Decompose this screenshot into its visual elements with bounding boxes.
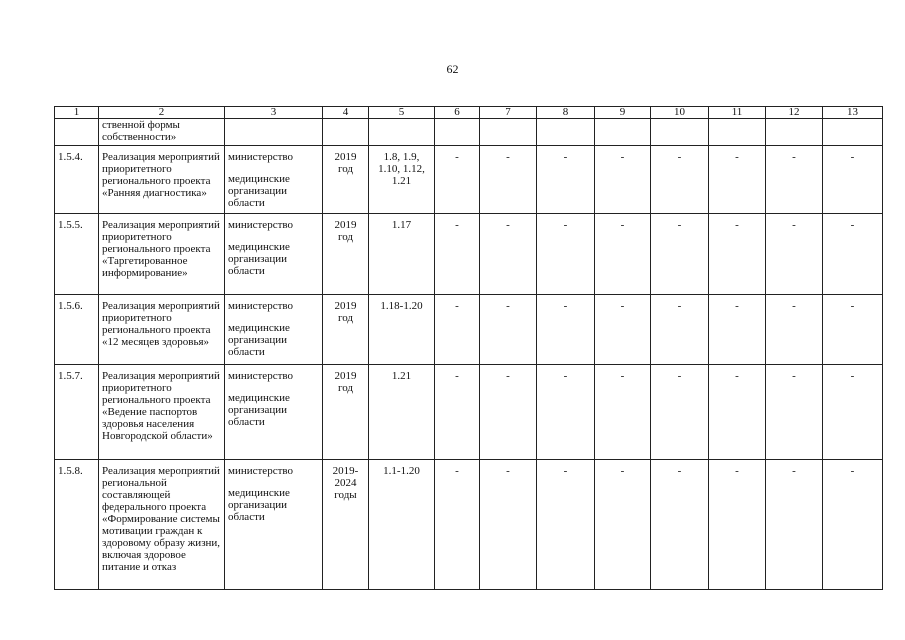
org-primary: министерство xyxy=(228,151,294,163)
header-cell: 8 xyxy=(537,107,595,119)
header-cell: 1 xyxy=(55,107,99,119)
page-number: 62 xyxy=(446,62,459,76)
cell-col: - xyxy=(709,146,766,214)
table-row xyxy=(55,146,883,214)
cell-indicators xyxy=(369,460,435,590)
cell-year: 2019 год xyxy=(323,365,369,460)
cell-name: Реализация мероприятий приоритетного регионального проекта «Ранняя диагностика» xyxy=(99,146,225,214)
cell-col: - xyxy=(537,146,595,214)
header-cell: 2 xyxy=(99,107,225,119)
cell-col: - xyxy=(595,295,651,365)
header-cell: 13 xyxy=(823,107,883,119)
cell-col: - xyxy=(766,214,823,295)
cell-col: - xyxy=(709,460,766,590)
cell-col: - xyxy=(537,295,595,365)
org-secondary: медицинские организации области xyxy=(228,322,290,358)
cell-name: Реализация мероприятий приоритетного регионального проекта «Таргетированное информирование» xyxy=(99,214,225,295)
cell-col: - xyxy=(766,365,823,460)
cell-col: - xyxy=(766,146,823,214)
cell-name: ственной формы собственности» xyxy=(99,119,225,146)
cell-col: - xyxy=(823,214,883,295)
cell-col: - xyxy=(823,365,883,460)
cell-col: - xyxy=(435,295,480,365)
cell-col: - xyxy=(709,365,766,460)
header-cell: 10 xyxy=(651,107,709,119)
cell-col: - xyxy=(435,214,480,295)
header-cell: 5 xyxy=(369,107,435,119)
header-cell: 7 xyxy=(480,107,537,119)
cell-col: - xyxy=(823,460,883,590)
header-cell: 6 xyxy=(435,107,480,119)
org-primary: министерство xyxy=(228,370,294,382)
table-row xyxy=(55,460,883,590)
cell-col: - xyxy=(480,146,537,214)
org-secondary: медицинские организации области xyxy=(228,392,290,428)
cell-col: - xyxy=(595,365,651,460)
cell-org xyxy=(225,214,323,295)
cell-col: - xyxy=(435,365,480,460)
table-header-row xyxy=(55,107,883,119)
cell-org xyxy=(225,146,323,214)
cell-col: - xyxy=(651,146,709,214)
cell-name: Реализация мероприятий региональной составляющей федерального проекта «Формирование системы мотивации граждан к здоровому образу жизни, включая здоровое питание и отказ xyxy=(99,460,225,590)
cell-indicators xyxy=(369,295,435,365)
org-secondary: медицинские организации области xyxy=(228,487,290,523)
indicators-text: 1.1-1.20 xyxy=(383,465,420,477)
cell-name: Реализация мероприятий приоритетного регионального проекта «12 месяцев здоровья» xyxy=(99,295,225,365)
cell-year xyxy=(323,119,369,146)
indicators-text: 1.8, 1.9, 1.10, 1.12, 1.21 xyxy=(378,151,425,187)
indicators-text: 1.21 xyxy=(391,370,412,382)
cell-col: - xyxy=(537,214,595,295)
cell-col: - xyxy=(823,146,883,214)
cell-col: - xyxy=(651,214,709,295)
cell-col: - xyxy=(435,146,480,214)
cell-num: 1.5.5. xyxy=(55,214,99,295)
cell-org xyxy=(225,295,323,365)
cell-year: 2019-2024 годы xyxy=(323,460,369,590)
table-row xyxy=(55,365,883,460)
cell-col: - xyxy=(766,295,823,365)
indicators-text: 1.18-1.20 xyxy=(380,300,423,312)
cell-indicators xyxy=(369,119,435,146)
cell-col: - xyxy=(480,214,537,295)
header-cell: 3 xyxy=(225,107,323,119)
indicators-text: 1.17 xyxy=(391,219,412,231)
table-row xyxy=(55,214,883,295)
cell-col xyxy=(480,119,537,146)
cell-org xyxy=(225,365,323,460)
cell-num xyxy=(55,119,99,146)
cell-col: - xyxy=(651,460,709,590)
cell-year: 2019 год xyxy=(323,214,369,295)
cell-col: - xyxy=(595,214,651,295)
org-primary: министерство xyxy=(228,219,294,231)
cell-org xyxy=(225,460,323,590)
cell-year: 2019 год xyxy=(323,146,369,214)
cell-num: 1.5.4. xyxy=(55,146,99,214)
header-cell: 4 xyxy=(323,107,369,119)
cell-col: - xyxy=(480,365,537,460)
cell-col xyxy=(766,119,823,146)
cell-col: - xyxy=(651,295,709,365)
cell-name: Реализация мероприятий приоритетного регионального проекта «Ведение паспортов здоровья населения Новгородской области» xyxy=(99,365,225,460)
cell-col xyxy=(651,119,709,146)
cell-num: 1.5.6. xyxy=(55,295,99,365)
cell-col: - xyxy=(480,460,537,590)
cell-col: - xyxy=(595,460,651,590)
cell-col: - xyxy=(766,460,823,590)
cell-indicators xyxy=(369,146,435,214)
cell-col xyxy=(595,119,651,146)
cell-org xyxy=(225,119,323,146)
org-secondary: медицинские организации области xyxy=(228,241,290,277)
cell-num: 1.5.8. xyxy=(55,460,99,590)
cell-indicators xyxy=(369,214,435,295)
cell-year: 2019 год xyxy=(323,295,369,365)
cell-col xyxy=(823,119,883,146)
cell-col xyxy=(435,119,480,146)
cell-col: - xyxy=(709,214,766,295)
header-cell: 12 xyxy=(766,107,823,119)
table-row xyxy=(55,295,883,365)
measures-table xyxy=(54,106,883,590)
org-secondary: медицинские организации области xyxy=(228,173,290,209)
table-row-continuation xyxy=(55,119,883,146)
org-primary: министерство xyxy=(228,300,294,312)
cell-col: - xyxy=(537,460,595,590)
org-primary: министерство xyxy=(228,465,294,477)
cell-col: - xyxy=(435,460,480,590)
header-cell: 11 xyxy=(709,107,766,119)
cell-num: 1.5.7. xyxy=(55,365,99,460)
cell-col: - xyxy=(480,295,537,365)
cell-col xyxy=(537,119,595,146)
cell-col: - xyxy=(595,146,651,214)
cell-col xyxy=(709,119,766,146)
header-cell: 9 xyxy=(595,107,651,119)
cell-col: - xyxy=(651,365,709,460)
cell-col: - xyxy=(537,365,595,460)
cell-col: - xyxy=(823,295,883,365)
cell-col: - xyxy=(709,295,766,365)
cell-indicators xyxy=(369,365,435,460)
